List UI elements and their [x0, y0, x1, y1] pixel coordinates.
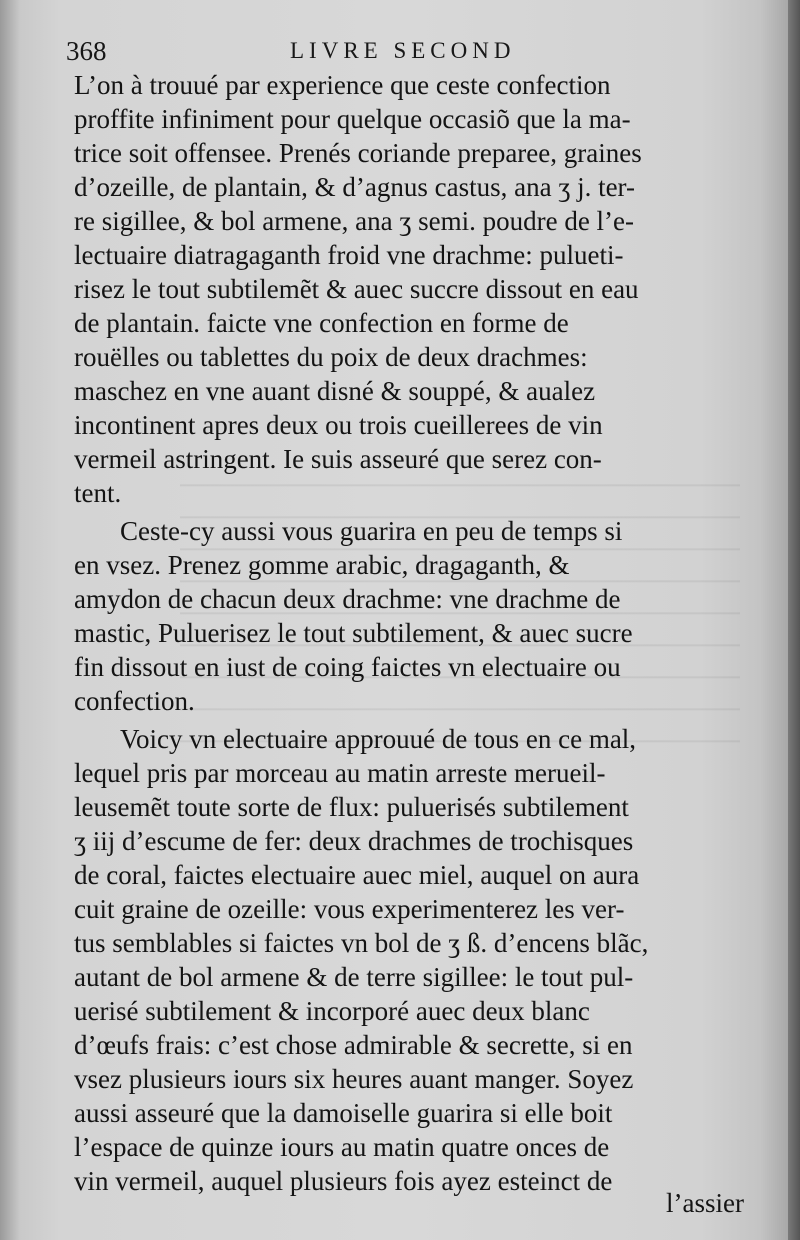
- text-line: autant de bol armene & de terre sigillee: le tout pul-: [74, 962, 634, 992]
- text-line: risez le tout subtilemẽt & auec succre dissout en eau: [74, 274, 639, 304]
- text-line: Voicy vn electuaire approuué de tous en ce mal,: [120, 724, 637, 754]
- text-line: confection.: [74, 686, 195, 716]
- text-line: fin dissout en iust de coing faictes vn electuaire ou: [74, 652, 621, 682]
- text-line: amydon de chacun deux drachme: vne drachme de: [74, 584, 621, 614]
- text-line: trice soit offensee. Prenés coriande preparee, graines: [74, 138, 642, 168]
- page-number: 368: [66, 36, 107, 66]
- text-line: vermeil astringent. Ie suis asseuré que serez con-: [74, 444, 602, 474]
- text-line: rouëlles ou tablettes du poix de deux drachmes:: [74, 342, 588, 372]
- text-line: aussi asseuré que la damoiselle guarira si elle boit: [74, 1098, 613, 1128]
- text-line: tent.: [74, 478, 122, 508]
- text-line: maschez en vne auant disné & souppé, & aualez: [74, 376, 596, 406]
- page-header: [0, 36, 788, 70]
- text-line: d’œufs frais: c’est chose admirable & secrette, si en: [74, 1030, 633, 1060]
- text-line: mastic, Puluerisez le tout subtilement, & auec sucre: [74, 618, 633, 648]
- text-line: ʒ iij d’escume de fer: deux drachmes de trochisques: [74, 826, 634, 856]
- text-line: re sigillee, & bol armene, ana ʒ semi. poudre de l’e-: [74, 206, 635, 236]
- text-line: de plantain. faicte vne confection en forme de: [74, 308, 569, 338]
- text-line: lequel pris par morceau au matin arreste merueil-: [74, 758, 606, 788]
- text-line: d’ozeille, de plantain, & d’agnus castus, ana ʒ j. ter-: [74, 172, 636, 202]
- text-line: l’espace de quinze iours au matin quatre onces de: [74, 1132, 610, 1162]
- text-line: tus semblables si faictes vn bol de ʒ ß. d’encens blãc,: [74, 928, 649, 958]
- text-line: vin vermeil, auquel plusieurs fois ayez esteinct de: [74, 1166, 613, 1196]
- text-line: leusemẽt toute sorte de flux: puluerisés subtilement: [74, 792, 629, 822]
- text-line: L’on à trouué par experience que ceste confection: [74, 70, 611, 100]
- text-line: proffite infiniment pour quelque occasiõ que la ma-: [74, 104, 631, 134]
- text-line: vsez plusieurs iours six heures auant manger. Soyez: [74, 1064, 634, 1094]
- catchword: l’assier: [666, 1188, 744, 1218]
- text-line: Ceste-cy aussi vous guarira en peu de temps si: [120, 516, 623, 546]
- text-line: uerisé subtilement & incorporé auec deux blanc: [74, 996, 590, 1026]
- text-line: en vsez. Prenez gomme arabic, dragaganth, &: [74, 550, 570, 580]
- running-head: LIVRE SECOND: [290, 38, 516, 63]
- text-line: incontinent apres deux ou trois cueillerees de vin: [74, 410, 603, 440]
- text-line: cuit graine de ozeille: vous experimenterez les ver-: [74, 894, 625, 924]
- body-text: [74, 68, 764, 1198]
- book-edge: [788, 0, 800, 1240]
- text-line: lectuaire diatragaganth froid vne drachme: pulueti-: [74, 240, 624, 270]
- text-line: de coral, faictes electuaire auec miel, auquel on aura: [74, 860, 640, 890]
